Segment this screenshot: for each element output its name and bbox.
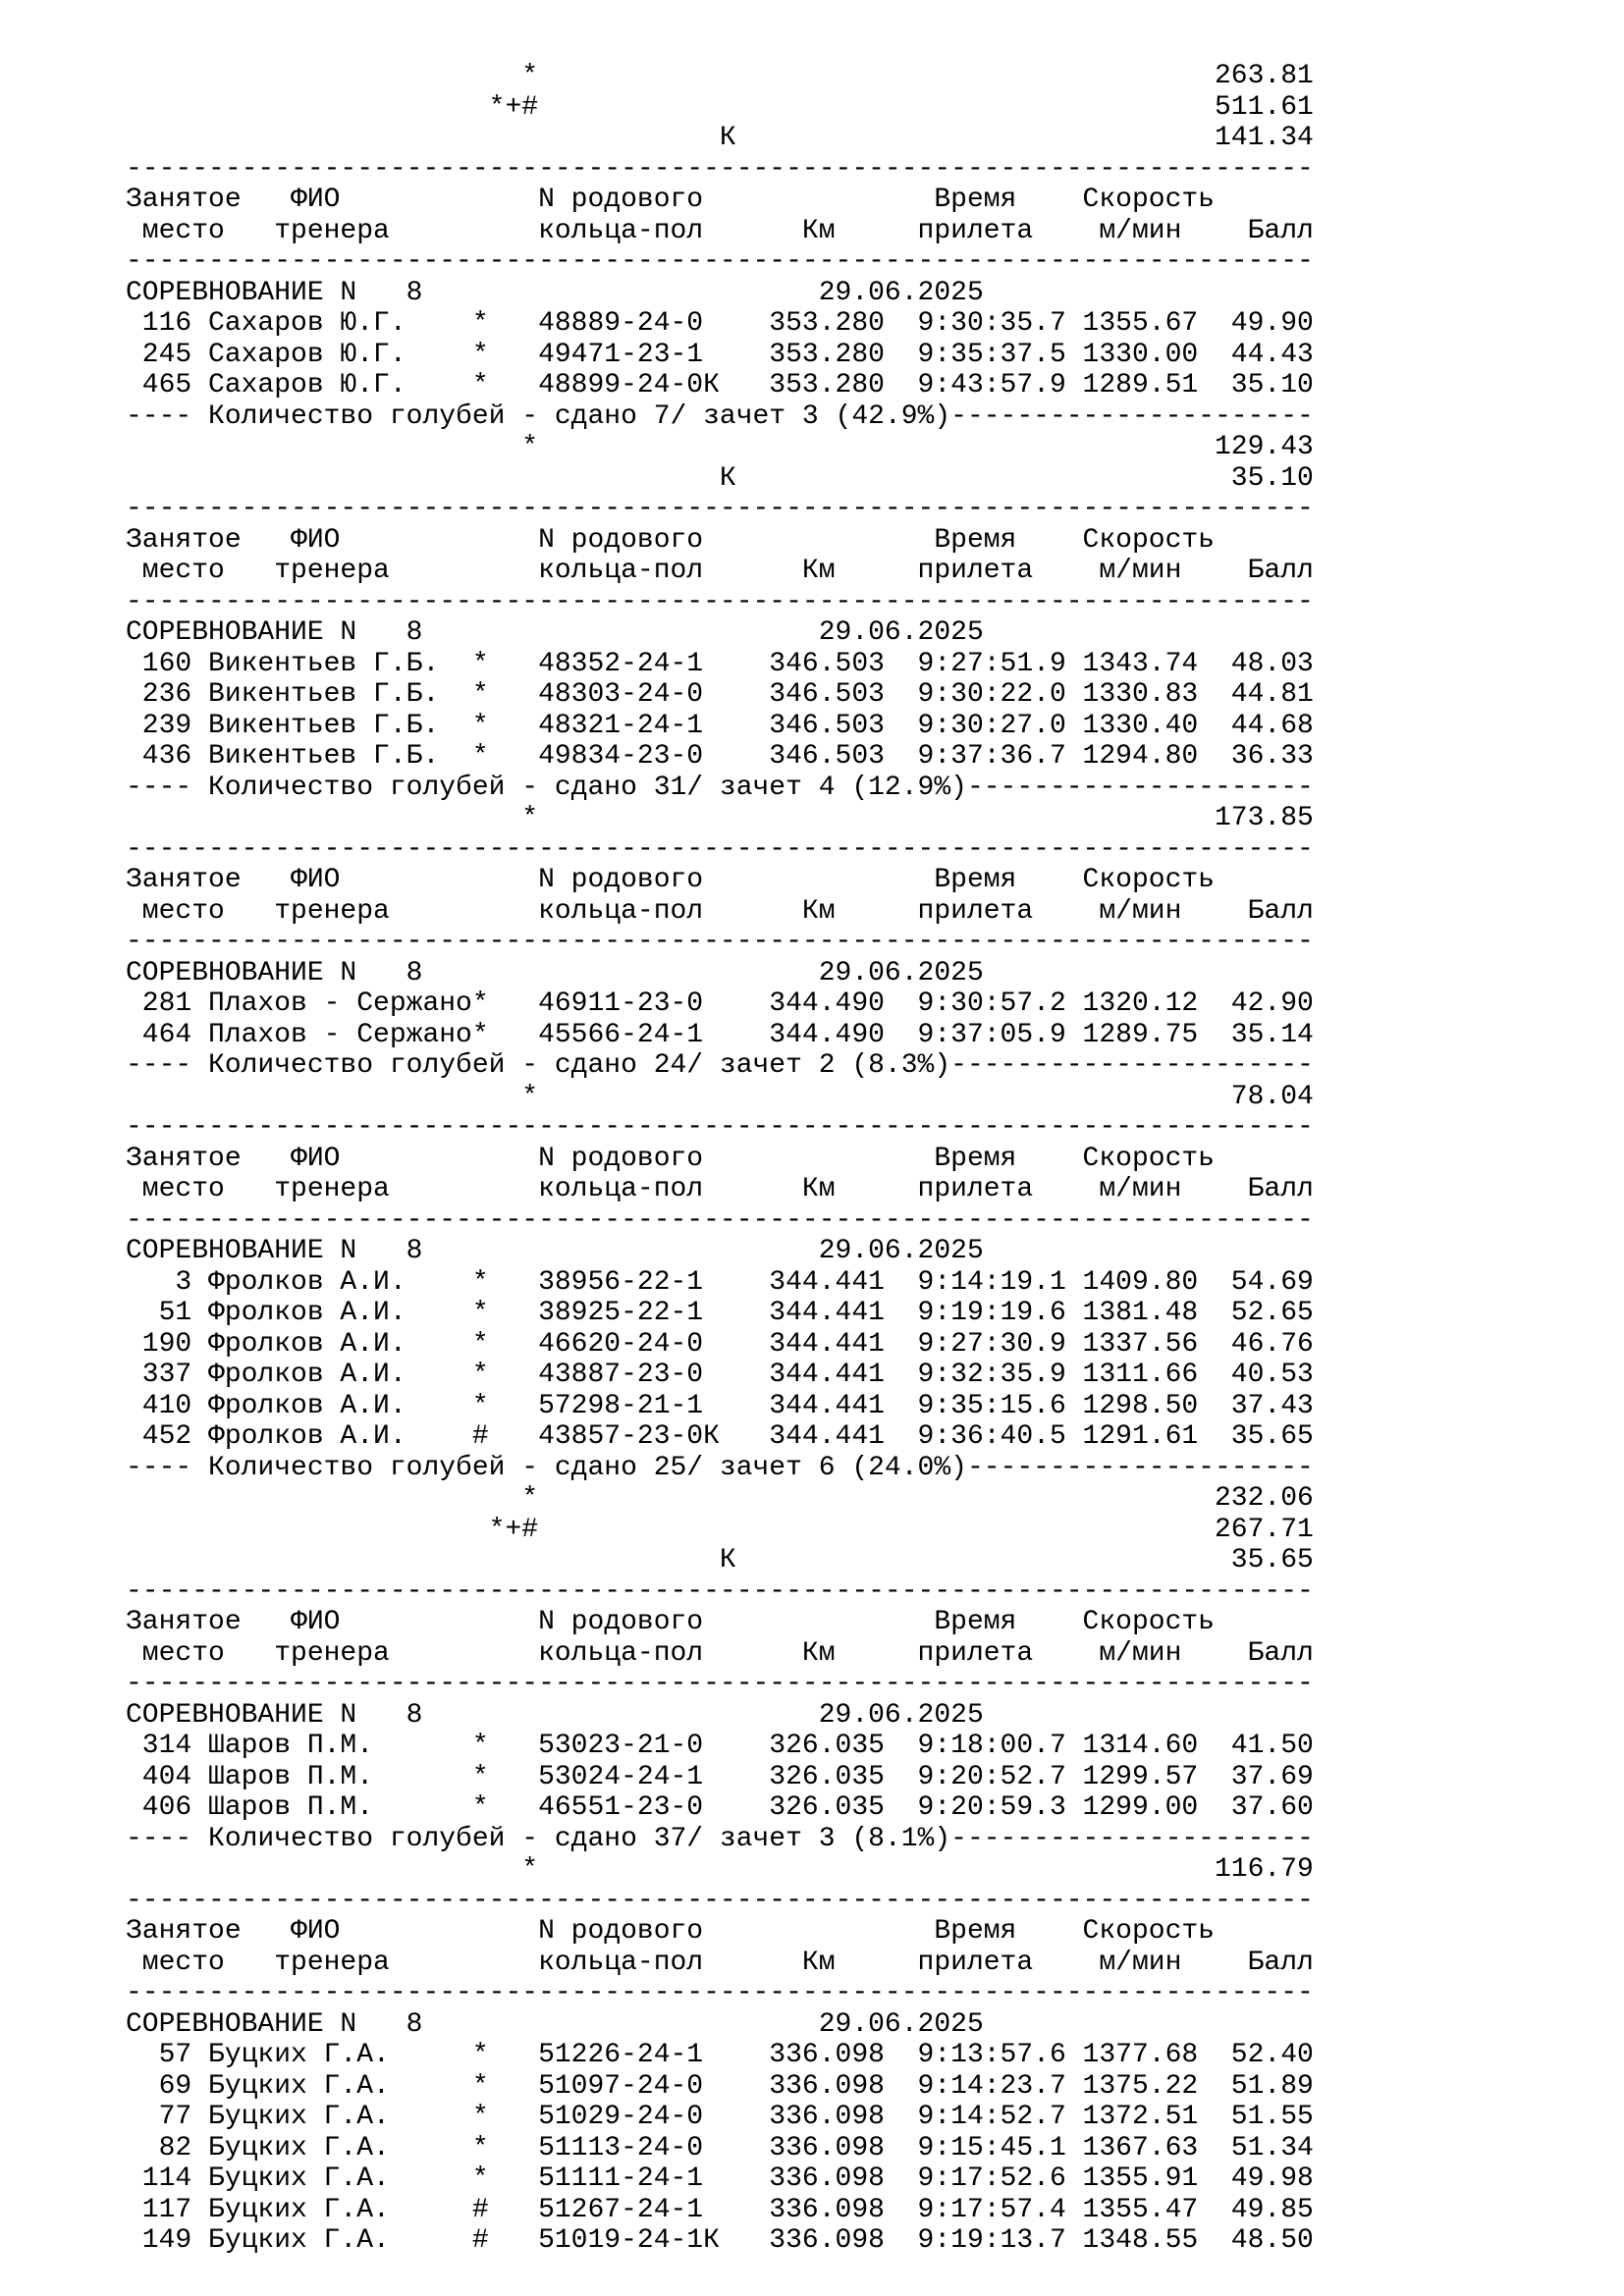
result-row: 452 Фролков А.И. # 43857-23-0К 344.441 9:36:40.5 1291.61 35.65 xyxy=(126,1421,1314,1452)
race-results-report xyxy=(126,61,1314,2257)
result-row: 404 Шаров П.М. * 53024-24-1 326.035 9:20:52.7 1299.57 37.69 xyxy=(126,1761,1314,1792)
result-row: 337 Фролков А.И. * 43887-23-0 344.441 9:32:35.9 1311.66 40.53 xyxy=(126,1360,1314,1390)
competition-title-line: СОРЕВНОВАНИЕ N 8 29.06.2025 xyxy=(126,617,984,648)
separator-line: ------------------------------------------------------------------------ xyxy=(126,494,1314,524)
pigeon-count-summary-line: ---- Количество голубей - сдано 24/ зачет 2 (8.3%)---------------------- xyxy=(126,1050,1314,1081)
separator-line: ------------------------------------------------------------------------ xyxy=(126,833,1314,865)
group-total-line: * 116.79 xyxy=(126,1854,1314,1885)
separator-line: ------------------------------------------------------------------------ xyxy=(126,1575,1314,1607)
table-header-line-1: Занятое ФИО N родового Время Скорость xyxy=(126,1916,1215,1947)
competition-title-line: СОРЕВНОВАНИЕ N 8 29.06.2025 xyxy=(126,2008,984,2040)
group-total-line: К 35.10 xyxy=(126,462,1314,494)
result-row: 114 Буцких Г.А. * 51111-24-1 336.098 9:17:52.6 1355.91 49.98 xyxy=(126,2163,1314,2194)
competition-title-line: СОРЕВНОВАНИЕ N 8 29.06.2025 xyxy=(126,1236,984,1266)
competition-title-line: СОРЕВНОВАНИЕ N 8 29.06.2025 xyxy=(126,1699,984,1731)
table-header-line-2: место тренера кольца-пол Км прилета м/мин Балл xyxy=(126,1174,1314,1204)
result-row: 160 Викентьев Г.Б. * 48352-24-1 346.503 9:27:51.9 1343.74 48.03 xyxy=(126,648,1314,679)
group-total-line: К 141.34 xyxy=(126,123,1314,153)
table-header-line-1: Занятое ФИО N родового Время Скорость xyxy=(126,185,1215,215)
separator-line: ------------------------------------------------------------------------ xyxy=(126,1204,1314,1236)
result-row: 116 Сахаров Ю.Г. * 48889-24-0 353.280 9:30:35.7 1355.67 49.90 xyxy=(126,308,1314,339)
group-total-line: * 263.81 xyxy=(126,61,1314,91)
result-row: 82 Буцких Г.А. * 51113-24-0 336.098 9:15:45.1 1367.63 51.34 xyxy=(126,2132,1314,2163)
table-header-line-2: место тренера кольца-пол Км прилета м/мин Балл xyxy=(126,556,1314,586)
result-row: 436 Викентьев Г.Б. * 49834-23-0 346.503 9:37:36.7 1294.80 36.33 xyxy=(126,741,1314,772)
table-header-line-2: место тренера кольца-пол Км прилета м/мин Балл xyxy=(126,895,1314,927)
group-total-line: * 129.43 xyxy=(126,432,1314,462)
pigeon-count-summary-line: ---- Количество голубей - сдано 37/ зачет 3 (8.1%)---------------------- xyxy=(126,1823,1314,1854)
result-row: 406 Шаров П.М. * 46551-23-0 326.035 9:20:59.3 1299.00 37.60 xyxy=(126,1792,1314,1823)
group-total-line: * 173.85 xyxy=(126,803,1314,833)
result-row: 245 Сахаров Ю.Г. * 49471-23-1 353.280 9:35:37.5 1330.00 44.43 xyxy=(126,339,1314,370)
separator-line: ------------------------------------------------------------------------ xyxy=(126,586,1314,617)
separator-line: ------------------------------------------------------------------------ xyxy=(126,1978,1314,2008)
result-row: 149 Буцких Г.А. # 51019-24-1К 336.098 9:19:13.7 1348.55 48.50 xyxy=(126,2225,1314,2256)
table-header-line-1: Занятое ФИО N родового Время Скорость xyxy=(126,524,1215,556)
table-header-line-2: место тренера кольца-пол Км прилета м/мин Балл xyxy=(126,215,1314,246)
table-header-line-2: место тренера кольца-пол Км прилета м/мин Балл xyxy=(126,1637,1314,1669)
separator-line: ------------------------------------------------------------------------ xyxy=(126,246,1314,277)
result-row: 69 Буцких Г.А. * 51097-24-0 336.098 9:14:23.7 1375.22 51.89 xyxy=(126,2070,1314,2102)
group-total-line: * 232.06 xyxy=(126,1483,1314,1514)
separator-line: ------------------------------------------------------------------------ xyxy=(126,1885,1314,1916)
result-row: 239 Викентьев Г.Б. * 48321-24-1 346.503 9:30:27.0 1330.40 44.68 xyxy=(126,710,1314,741)
result-row: 3 Фролков А.И. * 38956-22-1 344.441 9:14:19.1 1409.80 54.69 xyxy=(126,1266,1314,1298)
result-row: 281 Плахов - Сержано* 46911-23-0 344.490 9:30:57.2 1320.12 42.90 xyxy=(126,988,1314,1019)
result-row: 464 Плахов - Сержано* 45566-24-1 344.490 9:37:05.9 1289.75 35.14 xyxy=(126,1019,1314,1050)
result-row: 236 Викентьев Г.Б. * 48303-24-0 346.503 9:30:22.0 1330.83 44.81 xyxy=(126,679,1314,710)
group-total-line: *+# 511.61 xyxy=(126,91,1314,123)
separator-line: ------------------------------------------------------------------------ xyxy=(126,1669,1314,1699)
separator-line: ------------------------------------------------------------------------ xyxy=(126,153,1314,185)
separator-line: ------------------------------------------------------------------------ xyxy=(126,927,1314,957)
pigeon-count-summary-line: ---- Количество голубей - сдано 25/ зачет 6 (24.0%)--------------------- xyxy=(126,1452,1314,1483)
group-total-line: К 35.65 xyxy=(126,1545,1314,1575)
pigeon-count-summary-line: ---- Количество голубей - сдано 7/ зачет 3 (42.9%)---------------------- xyxy=(126,400,1314,432)
result-row: 465 Сахаров Ю.Г. * 48899-24-0К 353.280 9:43:57.9 1289.51 35.10 xyxy=(126,370,1314,400)
table-header-line-1: Занятое ФИО N родового Время Скорость xyxy=(126,1607,1215,1637)
result-row: 410 Фролков А.И. * 57298-21-1 344.441 9:35:15.6 1298.50 37.43 xyxy=(126,1390,1314,1421)
result-row: 77 Буцких Г.А. * 51029-24-0 336.098 9:14:52.7 1372.51 51.55 xyxy=(126,2102,1314,2132)
group-total-line: * 78.04 xyxy=(126,1081,1314,1112)
table-header-line-1: Занятое ФИО N родового Время Скорость xyxy=(126,865,1215,895)
competition-title-line: СОРЕВНОВАНИЕ N 8 29.06.2025 xyxy=(126,957,984,988)
result-row: 190 Фролков А.И. * 46620-24-0 344.441 9:27:30.9 1337.56 46.76 xyxy=(126,1328,1314,1360)
separator-line: ------------------------------------------------------------------------ xyxy=(126,1112,1314,1143)
result-row: 314 Шаров П.М. * 53023-21-0 326.035 9:18:00.7 1314.60 41.50 xyxy=(126,1731,1314,1761)
table-header-line-1: Занятое ФИО N родового Время Скорость xyxy=(126,1143,1215,1174)
pigeon-count-summary-line: ---- Количество голубей - сдано 31/ зачет 4 (12.9%)--------------------- xyxy=(126,772,1314,803)
competition-title-line: СОРЕВНОВАНИЕ N 8 29.06.2025 xyxy=(126,277,984,308)
result-row: 117 Буцких Г.А. # 51267-24-1 336.098 9:17:57.4 1355.47 49.85 xyxy=(126,2194,1314,2225)
result-row: 57 Буцких Г.А. * 51226-24-1 336.098 9:13:57.6 1377.68 52.40 xyxy=(126,2040,1314,2070)
result-row: 51 Фролков А.И. * 38925-22-1 344.441 9:19:19.6 1381.48 52.65 xyxy=(126,1298,1314,1328)
table-header-line-2: место тренера кольца-пол Км прилета м/мин Балл xyxy=(126,1947,1314,1978)
group-total-line: *+# 267.71 xyxy=(126,1514,1314,1545)
